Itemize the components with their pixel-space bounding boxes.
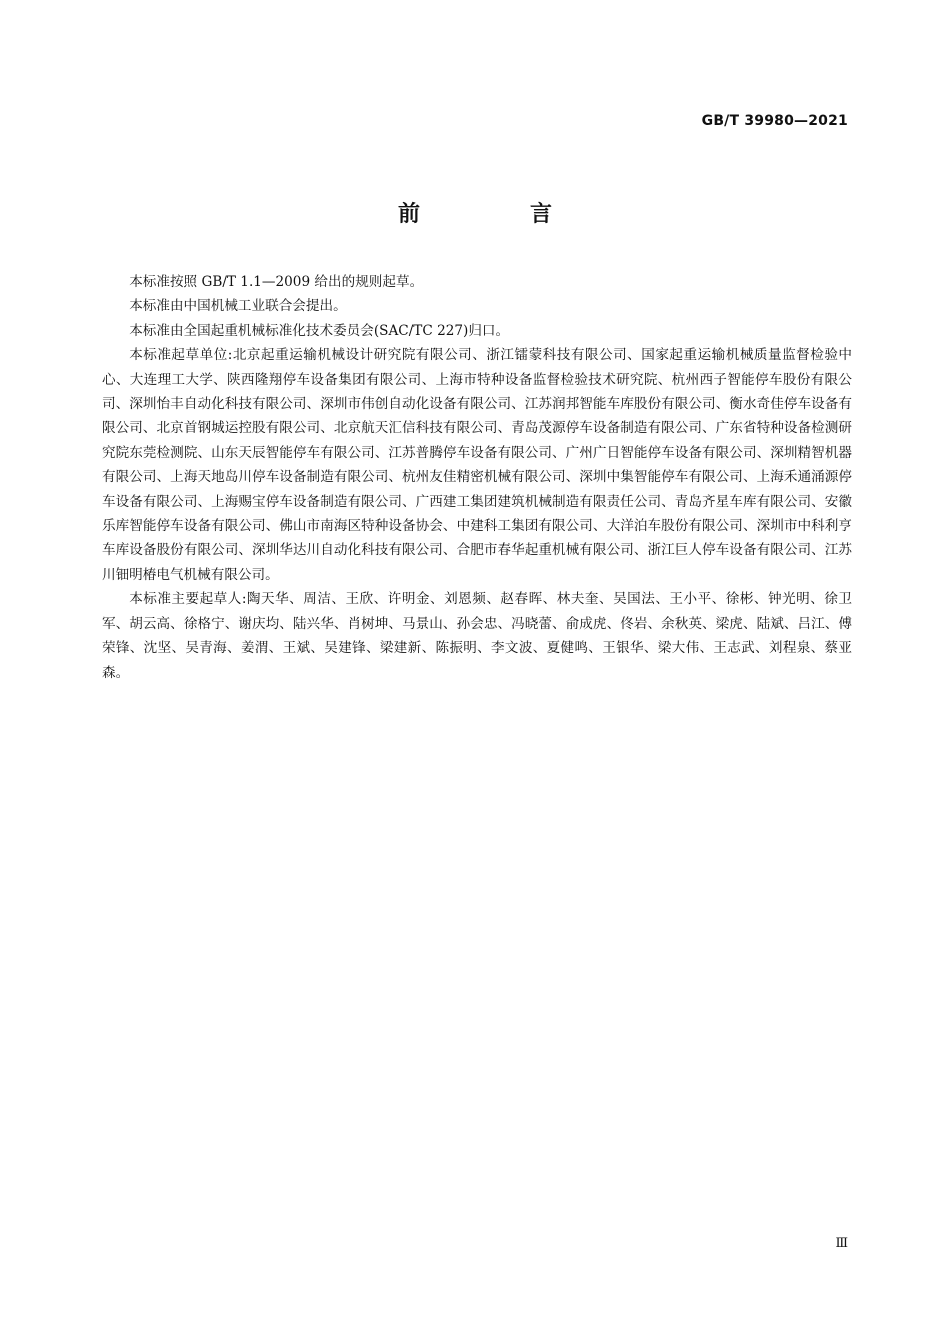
paragraph-proposer: 本标准由中国机械工业联合会提出。 <box>129 298 347 315</box>
paragraph-drafting-rules: 本标准按照 GB/T 1.1—2009 给出的规则起草。 <box>129 274 424 290</box>
document-body <box>102 270 852 685</box>
paragraph-committee: 本标准由全国起重机械标准化技术委员会(SAC/TC 227)归口。 <box>129 322 510 339</box>
page-title: 前 言 <box>397 202 596 227</box>
page-number: Ⅲ <box>835 1236 848 1251</box>
paragraph-drafting-units: 本标准起草单位:北京起重运输机械设计研究院有限公司、浙江镭蒙科技有限公司、国家起重运输机械质量监督检验中心、大连理工大学、陕西隆翔停车设备集团有限公司、上海市特种设备监督检验技术研究院、杭州西子智能停车股份有限公司、深圳怡丰自动化科技有限公司、深圳市伟创自动化设备有限公司、江苏润邦智能车库股份有限公司、衡水奇佳停车设备有限公司、北京首钢城运控股有限公司、北京航天汇信科技有限公司、青岛茂源停车设备制造有限公司、广东省特种设备检测研究院东莞检测院、山东天辰智能停车有限公司、江苏普腾停车设备有限公司、广州广日智能停车设备有限公司、深圳精智机器有限公司、上海天地岛川停车设备制造有限公司、杭州友佳精密机械有限公司、深圳中集智能停车有限公司、上海禾通涌源停车设备有限公司、上海赐宝停车设备制造有限公司、广西建工集团建筑机械制造有限责任公司、青岛齐星车库有限公司、安徽乐库智能停车设备有限公司、佛山市南海区特种设备协会、中建科工集团有限公司、大洋泊车股份有限公司、深圳市中科利亨车库设备股份有限公司、深圳华达川自动化科技有限公司、合肥市春华起重机械有限公司、浙江巨人停车设备有限公司、江苏川钿明椿电气机械有限公司。 <box>102 347 852 583</box>
paragraph-drafters: 本标准主要起草人:陶天华、周洁、王欣、许明金、刘恩频、赵春晖、林夫奎、吴国法、王小平、徐彬、钟光明、徐卫军、胡云高、徐格宁、谢庆均、陆兴华、肖树坤、马景山、孙会忠、冯晓蕾、俞成虎、佟岩、余秋英、梁虎、陆斌、吕江、傅荣锋、沈坚、吴青海、姜渭、王斌、吴建锋、梁建新、陈振明、李文波、夏健鸣、王银华、梁大伟、王志武、刘程泉、蔡亚森。 <box>102 591 852 681</box>
standard-code: GB/T 39980—2021 <box>701 113 848 129</box>
